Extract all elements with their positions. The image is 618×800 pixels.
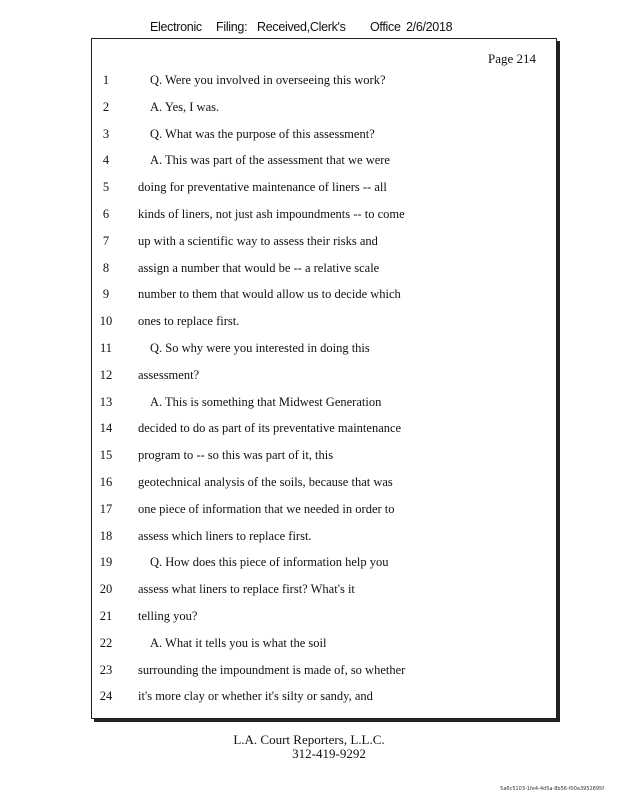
line-text: surrounding the impoundment is made of, so whether [138,662,406,677]
line-number: 19 [99,555,113,570]
line-number: 14 [99,421,113,436]
line-text: doing for preventative maintenance of liners -- all [138,180,387,195]
line-text: assign a number that would be -- a relative scale [138,260,380,275]
reporter-phone: 312-419-9292 [292,746,366,761]
line-text: program to -- so this was part of it, this [138,448,334,463]
line-number: 15 [99,448,113,463]
line-number: 8 [102,260,110,275]
line-number: 11 [99,341,113,355]
line-number: 16 [99,475,113,489]
line-text: Q. So why were you interested in doing this [150,341,370,355]
line-text: up with a scientific way to assess their risks and [138,233,378,248]
transcript-line [92,234,556,254]
line-number: 24 [99,689,113,704]
reporter-company: L.A. Court Reporters, L.L.C. [233,732,385,747]
line-number: 18 [99,528,113,543]
line-text: A. This is something that Midwest Generation [150,394,382,409]
transcript-line [92,636,556,656]
transcript-line [92,100,556,120]
line-text: one piece of information that we needed in order to [138,501,395,516]
line-text: it's more clay or whether it's silty or sandy, and [138,689,373,704]
line-number: 20 [99,582,113,597]
transcript-line [92,448,556,468]
header-date: 2/6/2018 [406,20,453,34]
line-text: Q. What was the purpose of this assessment? [150,126,375,141]
transcript-line [92,689,556,709]
line-number: 3 [102,126,110,141]
line-number: 2 [102,99,110,114]
transcript-line [92,127,556,147]
line-text: A. What it tells you is what the soil [150,635,327,650]
line-number: 4 [102,153,110,168]
transcript-line [92,663,556,683]
transcript-line [92,502,556,522]
line-text: number to them that would allow us to decide which [138,287,401,302]
line-number: 9 [102,287,110,302]
page-number: Page 214 [487,51,536,66]
line-text: assessment? [138,367,200,382]
document-id: 5a6c5103-1fe4-4d5a-8b56-f00a3952895f [500,786,604,792]
line-number: 6 [102,207,110,221]
transcript-line [92,341,556,361]
line-text: assess which liners to replace first. [138,528,312,543]
line-text: kinds of liners, not just ash impoundments -- to come [138,207,405,221]
line-text: A. This was part of the assessment that we were [150,153,390,168]
line-number: 21 [99,609,113,623]
line-number: 12 [99,367,113,382]
line-text: geotechnical analysis of the soils, because that was [138,475,393,489]
line-number: 13 [99,394,113,409]
transcript-line [92,395,556,415]
line-text: telling you? [138,609,198,623]
line-number: 23 [99,662,113,677]
line-text: assess what liners to replace first? What's it [138,582,355,597]
header-word-electronic: Electronic [150,20,202,34]
transcript-line [92,555,556,575]
transcript-line [92,153,556,173]
line-number: 10 [99,314,113,329]
line-text: Q. How does this piece of information help you [150,555,389,570]
transcript-line [92,314,556,334]
transcript-line [92,261,556,281]
reporter-footer [0,733,618,761]
line-text: A. Yes, I was. [150,99,220,114]
header-word-office: Office [370,20,401,34]
line-number: 17 [99,501,113,516]
line-text: decided to do as part of its preventative maintenance [138,421,402,436]
transcript-line [92,475,556,495]
line-number: 22 [99,635,113,650]
transcript-line [92,529,556,549]
line-text: Q. Were you involved in overseeing this work? [150,73,386,87]
transcript-line [92,207,556,227]
transcript-line [92,609,556,629]
line-number: 7 [102,233,110,248]
transcript-line [92,180,556,200]
transcript-line [92,582,556,602]
transcript-line [92,421,556,441]
transcript-page [91,38,557,719]
transcript-line [92,73,556,93]
line-number: 1 [102,73,110,87]
line-number: 5 [102,180,110,195]
header-word-filing: Filing: [216,20,248,34]
line-text: ones to replace first. [138,314,240,329]
transcript-line [92,368,556,388]
transcript-line [92,287,556,307]
header-word-received: Received,Clerk's [257,20,346,34]
